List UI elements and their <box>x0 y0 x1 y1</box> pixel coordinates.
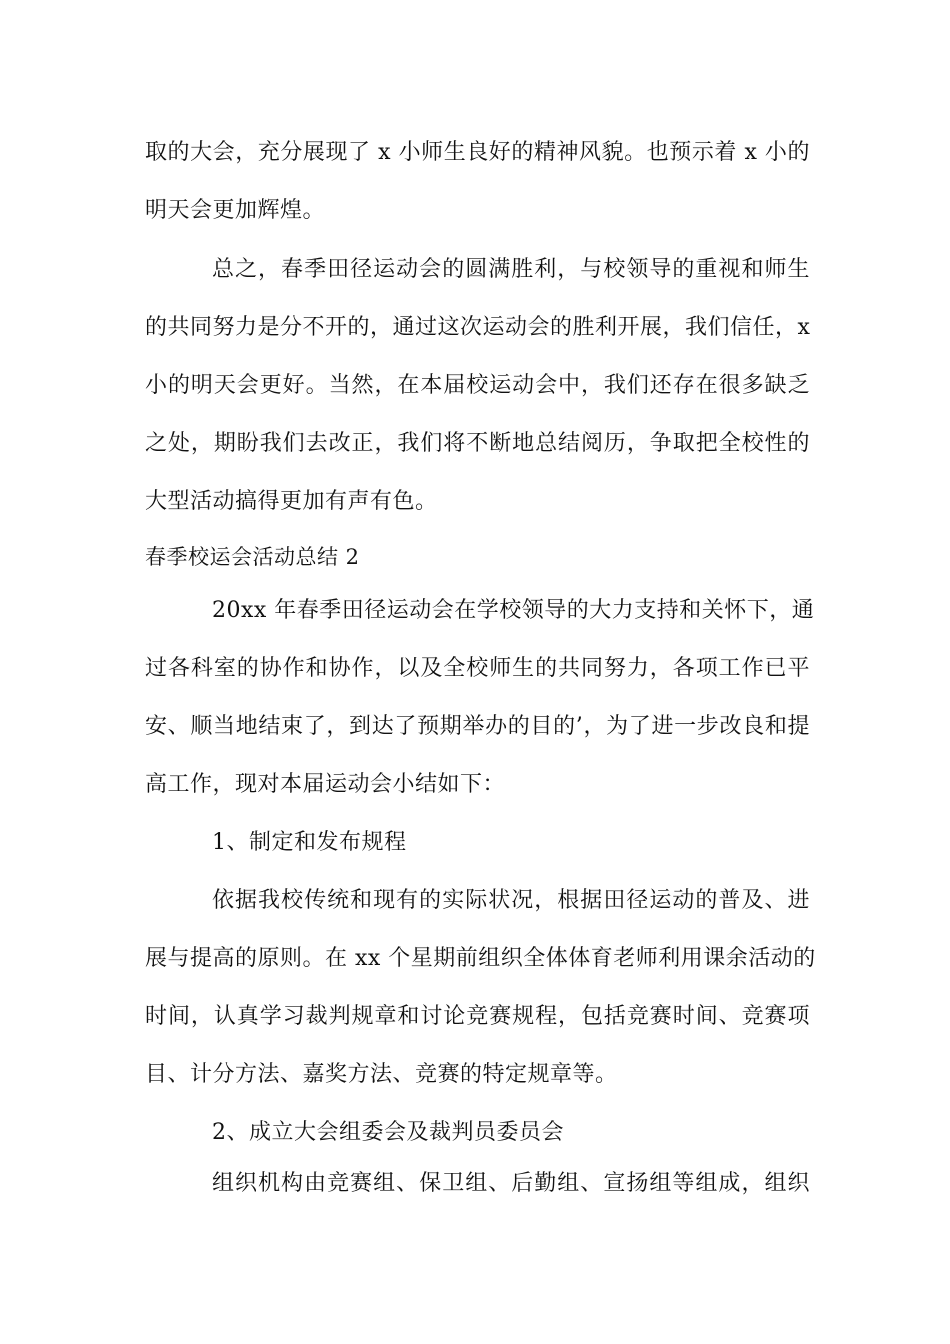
paragraph-line: 目、计分方法、嘉奖方法、竞赛的特定规章等。 <box>145 1062 618 1087</box>
paragraph-line: 依据我校传统和现有的实际状况，根据田径运动的普及、进 <box>212 888 810 913</box>
paragraph-line: 时间，认真学习裁判规章和讨论竞赛规程，包括竞赛时间、竞赛项 <box>145 1004 810 1029</box>
paragraph-line: 明天会更加辉煌。 <box>145 198 326 223</box>
paragraph-line: 过各科室的协作和协作，以及全校师生的共同努力，各项工作已平 <box>145 656 810 681</box>
subsection-heading: 1、制定和发布规程 <box>212 830 407 855</box>
paragraph-line: 总之，春季田径运动会的圆满胜利，与校领导的重视和师生 <box>212 257 810 282</box>
paragraph-line: 高工作，现对本届运动会小结如下： <box>145 772 506 797</box>
paragraph-line: 20xx 年春季田径运动会在学校领导的大力支持和关怀下，通 <box>212 598 815 623</box>
paragraph-line: 展与提高的原则。在 xx 个星期前组织全体体育老师利用课余活动的 <box>145 946 816 971</box>
paragraph-line: 之处，期盼我们去改正，我们将不断地总结阅历，争取把全校性的 <box>145 431 810 456</box>
subsection-heading: 2、成立大会组委会及裁判员委员会 <box>212 1120 564 1145</box>
section-heading: 春季校运会活动总结 2 <box>145 545 360 569</box>
paragraph-line: 取的大会，充分展现了 x 小师生良好的精神风貌。也预示着 x 小的 <box>145 140 810 165</box>
paragraph-line: 小的明天会更好。当然，在本届校运动会中，我们还存在很多缺乏 <box>145 373 810 398</box>
paragraph-line: 安、顺当地结束了，到达了预期举办的目的’，为了进一步改良和提 <box>145 714 810 739</box>
paragraph-line: 大型活动搞得更加有声有色。 <box>145 489 438 514</box>
paragraph-line: 组织机构由竞赛组、保卫组、后勤组、宣扬组等组成，组织 <box>212 1171 810 1196</box>
paragraph-line: 的共同努力是分不开的，通过这次运动会的胜利开展，我们信任，x <box>145 315 811 340</box>
